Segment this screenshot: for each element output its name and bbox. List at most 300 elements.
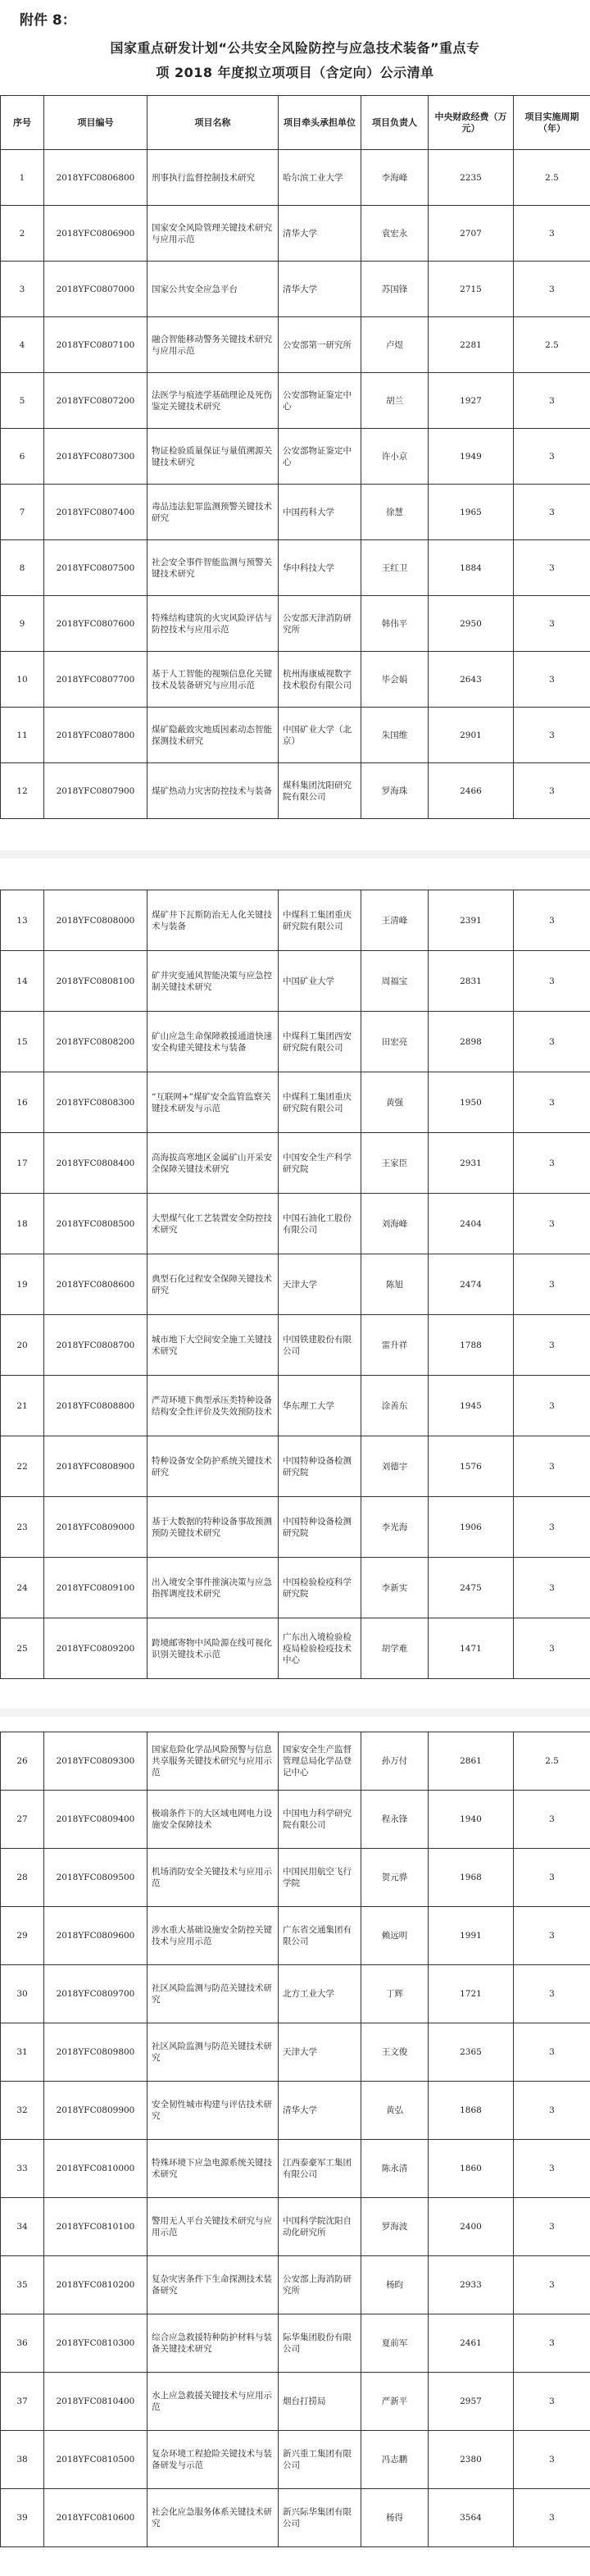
- project-name: 刑事执行监督控制技术研究: [148, 150, 279, 206]
- header-lead: 项目负责人: [361, 96, 429, 150]
- project-id: 2018YFC0810400: [44, 2373, 148, 2431]
- central-funding: 2831: [429, 951, 514, 1012]
- table-row: [1, 373, 590, 429]
- project-leader: 贺元骅: [361, 1849, 429, 1907]
- project-leader: 王家臣: [361, 1133, 429, 1194]
- central-funding: 3564: [429, 2489, 514, 2547]
- lead-organization: 清华大学: [279, 206, 361, 262]
- project-name: 煤矿隐蔽致灾地质因素动态智能探测技术研究: [148, 708, 279, 763]
- project-name: 严苛环境下典型承压类特种设备结构安全性评价及失效预防技术: [148, 1376, 279, 1436]
- project-leader: 孙万付: [361, 1732, 429, 1791]
- project-leader: 毕会娟: [361, 652, 429, 708]
- project-leader: 王红卫: [361, 540, 429, 596]
- project-id: 2018YFC0807000: [44, 262, 148, 317]
- project-id: 2018YFC0809700: [44, 1965, 148, 2023]
- lead-organization: 北方工业大学: [279, 1965, 361, 2023]
- project-leader: 苏国锋: [361, 262, 429, 317]
- implementation-years: 3: [514, 652, 590, 708]
- table-row: [1, 429, 590, 485]
- central-funding: 1906: [429, 1497, 514, 1558]
- project-name: 社区风险监测与防范关键技术研究: [148, 2023, 279, 2082]
- project-id: 2018YFC0808100: [44, 951, 148, 1012]
- project-name: 城市地下大空间安全施工关键技术研究: [148, 1315, 279, 1376]
- project-leader: 韩伟平: [361, 596, 429, 652]
- lead-organization: 新兴重工集团有限公司: [279, 2431, 361, 2489]
- table-row: [1, 1965, 590, 2023]
- document-page-3: [0, 1717, 590, 2576]
- lead-organization: 公安部天津消防研究所: [279, 596, 361, 652]
- header-org: 项目牵头承担单位: [279, 96, 361, 150]
- row-number: 5: [1, 373, 44, 429]
- project-leader: 刘德宇: [361, 1436, 429, 1497]
- project-id: 2018YFC0810600: [44, 2489, 148, 2547]
- row-number: 2: [1, 206, 44, 262]
- project-table-part-2: [0, 890, 590, 1679]
- lead-organization: 广东省交通集团有限公司: [279, 1907, 361, 1965]
- project-table-part-1: [0, 95, 590, 819]
- table-row: [1, 317, 590, 373]
- project-name: 特殊环境下应急电源系统关键技术研究: [148, 2140, 279, 2198]
- project-id: 2018YFC0807400: [44, 485, 148, 540]
- implementation-years: 2.5: [514, 1732, 590, 1791]
- project-id: 2018YFC0807500: [44, 540, 148, 596]
- project-name: 机场消防安全关键技术与应用示范: [148, 1849, 279, 1907]
- row-number: 33: [1, 2140, 44, 2198]
- attachment-label: 附件 8：: [20, 12, 76, 29]
- project-leader: 黄强: [361, 1072, 429, 1133]
- lead-organization: 煤科集团沈阳研究院有限公司: [279, 763, 361, 819]
- project-name: “互联网+”煤矿安全监管监察关键技术研发与示范: [148, 1072, 279, 1133]
- header-years: 项目实施周期（年）: [514, 96, 590, 150]
- lead-organization: 中国石油化工股份有限公司: [279, 1194, 361, 1254]
- lead-organization: 中国矿业大学: [279, 951, 361, 1012]
- project-name: 融合智能移动警务关键技术研究与应用示范: [148, 317, 279, 373]
- table-row: [1, 951, 590, 1012]
- central-funding: 2235: [429, 150, 514, 206]
- project-name: 矿井灾变通风智能决策与应急控制关键技术研究: [148, 951, 279, 1012]
- table-row: [1, 2140, 590, 2198]
- project-name: 物证检验质量保证与量值溯源关键技术研究: [148, 429, 279, 485]
- central-funding: 1721: [429, 1965, 514, 2023]
- table-row: [1, 2373, 590, 2431]
- lead-organization: 天津大学: [279, 1254, 361, 1315]
- project-id: 2018YFC0808400: [44, 1133, 148, 1194]
- lead-organization: 新兴际华集团有限公司: [279, 2489, 361, 2547]
- project-name: 煤矿热动力灾害防控技术与装备: [148, 763, 279, 819]
- project-name: 水上应急救援关键技术与应用示范: [148, 2373, 279, 2431]
- lead-organization: 中国检验检疫科学研究院: [279, 1558, 361, 1618]
- row-number: 14: [1, 951, 44, 1012]
- implementation-years: 3: [514, 1558, 590, 1618]
- project-name: 国家危险化学品风险预警与信息共享服务关键技术研究与应用示范: [148, 1732, 279, 1791]
- lead-organization: 中国特种设备检测研究院: [279, 1497, 361, 1558]
- row-number: 32: [1, 2082, 44, 2140]
- row-number: 25: [1, 1618, 44, 1679]
- central-funding: 2474: [429, 1254, 514, 1315]
- central-funding: 2400: [429, 2198, 514, 2256]
- lead-organization: 中国特种设备检测研究院: [279, 1436, 361, 1497]
- project-id: 2018YFC0808300: [44, 1072, 148, 1133]
- central-funding: 1576: [429, 1436, 514, 1497]
- project-id: 2018YFC0807700: [44, 652, 148, 708]
- lead-organization: 国家安全生产监督管理总局化学品登记中心: [279, 1732, 361, 1791]
- central-funding: 2475: [429, 1558, 514, 1618]
- table-row: [1, 2198, 590, 2256]
- implementation-years: 3: [514, 2082, 590, 2140]
- implementation-years: 3: [514, 1497, 590, 1558]
- central-funding: 2707: [429, 206, 514, 262]
- project-name: 特殊结构建筑的火灾风险评估与防控技术与应用示范: [148, 596, 279, 652]
- table-row: [1, 890, 590, 951]
- project-id: 2018YFC0808800: [44, 1376, 148, 1436]
- implementation-years: 3: [514, 1618, 590, 1679]
- table-row: [1, 1907, 590, 1965]
- implementation-years: 2.5: [514, 150, 590, 206]
- central-funding: 2901: [429, 708, 514, 763]
- project-id: 2018YFC0810000: [44, 2140, 148, 2198]
- implementation-years: 3: [514, 708, 590, 763]
- document-title-line-2: 项 2018 年度拟立项项目（含定向）公示清单: [156, 65, 434, 80]
- table-row: [1, 2431, 590, 2489]
- project-leader: 李新实: [361, 1558, 429, 1618]
- row-number: 34: [1, 2198, 44, 2256]
- row-number: 9: [1, 596, 44, 652]
- row-number: 21: [1, 1376, 44, 1436]
- project-id: 2018YFC0808500: [44, 1194, 148, 1254]
- project-id: 2018YFC0807600: [44, 596, 148, 652]
- project-name: 警用无人平台关键技术研究与应用示范: [148, 2198, 279, 2256]
- implementation-years: 3: [514, 1965, 590, 2023]
- project-leader: 徐慧: [361, 485, 429, 540]
- table-row: [1, 262, 590, 317]
- row-number: 17: [1, 1133, 44, 1194]
- central-funding: 1884: [429, 540, 514, 596]
- project-leader: 王清峰: [361, 890, 429, 951]
- implementation-years: 3: [514, 1436, 590, 1497]
- row-number: 28: [1, 1849, 44, 1907]
- row-number: 13: [1, 890, 44, 951]
- row-number: 22: [1, 1436, 44, 1497]
- implementation-years: 3: [514, 206, 590, 262]
- implementation-years: 3: [514, 2373, 590, 2431]
- implementation-years: 3: [514, 1791, 590, 1849]
- table-body-2: [1, 890, 590, 1679]
- table-row: [1, 485, 590, 540]
- header-name: 项目名称: [148, 96, 279, 150]
- central-funding: 2380: [429, 2431, 514, 2489]
- implementation-years: 3: [514, 2314, 590, 2373]
- project-id: 2018YFC0806800: [44, 150, 148, 206]
- lead-organization: 中煤科工集团重庆研究院有限公司: [279, 890, 361, 951]
- lead-organization: 公安部第一研究所: [279, 317, 361, 373]
- implementation-years: 3: [514, 1849, 590, 1907]
- project-id: 2018YFC0809800: [44, 2023, 148, 2082]
- central-funding: 2404: [429, 1194, 514, 1254]
- row-number: 36: [1, 2314, 44, 2373]
- project-id: 2018YFC0810300: [44, 2314, 148, 2373]
- central-funding: 1968: [429, 1849, 514, 1907]
- implementation-years: 3: [514, 763, 590, 819]
- project-id: 2018YFC0809400: [44, 1791, 148, 1849]
- lead-organization: 中国铁建股份有限公司: [279, 1315, 361, 1376]
- central-funding: 2933: [429, 2256, 514, 2314]
- project-name: 煤矿井下瓦斯防治无人化关键技术与装备: [148, 890, 279, 951]
- project-id: 2018YFC0810500: [44, 2431, 148, 2489]
- central-funding: 2931: [429, 1133, 514, 1194]
- project-leader: 陈旭: [361, 1254, 429, 1315]
- central-funding: 1940: [429, 1791, 514, 1849]
- lead-organization: 中煤科工集团西安研究院有限公司: [279, 1012, 361, 1072]
- central-funding: 2957: [429, 2373, 514, 2431]
- lead-organization: 公安部物证鉴定中心: [279, 373, 361, 429]
- row-number: 27: [1, 1791, 44, 1849]
- row-number: 24: [1, 1558, 44, 1618]
- implementation-years: 3: [514, 890, 590, 951]
- project-name: 基于人工智能的视频信息化关键技术及装备研究与应用示范: [148, 652, 279, 708]
- project-id: 2018YFC0809200: [44, 1618, 148, 1679]
- project-name: 出入境安全事件推演决策与应急指挥调度技术研究: [148, 1558, 279, 1618]
- project-id: 2018YFC0808700: [44, 1315, 148, 1376]
- row-number: 1: [1, 150, 44, 206]
- row-number: 10: [1, 652, 44, 708]
- central-funding: 2950: [429, 596, 514, 652]
- project-id: 2018YFC0807900: [44, 763, 148, 819]
- table-row: [1, 1497, 590, 1558]
- central-funding: 1927: [429, 373, 514, 429]
- project-leader: 罗海珠: [361, 763, 429, 819]
- project-name: 安全韧性城市构建与评估技术研究: [148, 2082, 279, 2140]
- project-id: 2018YFC0808600: [44, 1254, 148, 1315]
- implementation-years: 2.5: [514, 317, 590, 373]
- row-number: 20: [1, 1315, 44, 1376]
- table-row: [1, 2489, 590, 2547]
- project-leader: 杨昀: [361, 2256, 429, 2314]
- table-row: [1, 150, 590, 206]
- central-funding: 1945: [429, 1376, 514, 1436]
- project-name: 复杂环境工程抢险关键技术与装备研发与示范: [148, 2431, 279, 2489]
- lead-organization: 中国科学院沈阳自动化研究所: [279, 2198, 361, 2256]
- central-funding: 2281: [429, 317, 514, 373]
- table-row: [1, 2314, 590, 2373]
- table-row: [1, 1254, 590, 1315]
- lead-organization: 公安部上海消防研究所: [279, 2256, 361, 2314]
- project-id: 2018YFC0807100: [44, 317, 148, 373]
- implementation-years: 3: [514, 596, 590, 652]
- lead-organization: 华东理工大学: [279, 1376, 361, 1436]
- project-leader: 许小京: [361, 429, 429, 485]
- project-name: 法医学与痕迹学基础理论及死伤鉴定关键技术研究: [148, 373, 279, 429]
- project-leader: 涂善东: [361, 1376, 429, 1436]
- project-name: 跨境邮寄物中风险源在线可视化识别关键技术示范: [148, 1618, 279, 1679]
- project-leader: 夏前军: [361, 2314, 429, 2373]
- row-number: 35: [1, 2256, 44, 2314]
- project-id: 2018YFC0806900: [44, 206, 148, 262]
- central-funding: 1991: [429, 1907, 514, 1965]
- document-title-line-1: 国家重点研发计划“公共安全风险防控与应急技术装备”重点专: [110, 40, 480, 56]
- row-number: 8: [1, 540, 44, 596]
- project-id: 2018YFC0809600: [44, 1907, 148, 1965]
- table-row: [1, 708, 590, 763]
- lead-organization: 天津大学: [279, 2023, 361, 2082]
- implementation-years: 3: [514, 1315, 590, 1376]
- central-funding: 1860: [429, 2140, 514, 2198]
- central-funding: 2861: [429, 1732, 514, 1791]
- implementation-years: 3: [514, 2256, 590, 2314]
- table-body-3: [1, 1732, 590, 2547]
- row-number: 4: [1, 317, 44, 373]
- row-number: 6: [1, 429, 44, 485]
- lead-organization: 广东出入境检验检疫局检验检疫技术中心: [279, 1618, 361, 1679]
- implementation-years: 3: [514, 1907, 590, 1965]
- row-number: 11: [1, 708, 44, 763]
- project-name: 社区风险监测与防范关键技术研究: [148, 1965, 279, 2023]
- table-body-1: [1, 150, 590, 819]
- header-id: 项目编号: [44, 96, 148, 150]
- document-page-1: [0, 0, 590, 850]
- project-name: 综合应急救援特种防护材料与装备关键技术研究: [148, 2314, 279, 2373]
- implementation-years: 3: [514, 2489, 590, 2547]
- lead-organization: 中国电力科学研究院有限公司: [279, 1791, 361, 1849]
- project-id: 2018YFC0810200: [44, 2256, 148, 2314]
- table-row: [1, 763, 590, 819]
- implementation-years: 3: [514, 429, 590, 485]
- lead-organization: 中国民用航空飞行学院: [279, 1849, 361, 1907]
- project-name: 高海拔高寒地区金属矿山开采安全保障关键技术研究: [148, 1133, 279, 1194]
- implementation-years: 3: [514, 1012, 590, 1072]
- lead-organization: 哈尔滨工业大学: [279, 150, 361, 206]
- project-id: 2018YFC0810100: [44, 2198, 148, 2256]
- table-row: [1, 2256, 590, 2314]
- central-funding: 2643: [429, 652, 514, 708]
- lead-organization: 公安部物证鉴定中心: [279, 429, 361, 485]
- project-id: 2018YFC0808000: [44, 890, 148, 951]
- project-leader: 李海峰: [361, 150, 429, 206]
- implementation-years: 3: [514, 1376, 590, 1436]
- project-name: 大型煤气化工艺装置安全防控技术研究: [148, 1194, 279, 1254]
- row-number: 38: [1, 2431, 44, 2489]
- project-leader: 王文俊: [361, 2023, 429, 2082]
- project-leader: 杨得: [361, 2489, 429, 2547]
- lead-organization: 中国药科大学: [279, 485, 361, 540]
- implementation-years: 3: [514, 1194, 590, 1254]
- central-funding: 1965: [429, 485, 514, 540]
- implementation-years: 3: [514, 1254, 590, 1315]
- table-row: [1, 652, 590, 708]
- project-name: 社会化应急服务体系关键技术研究: [148, 2489, 279, 2547]
- implementation-years: 3: [514, 1133, 590, 1194]
- table-row: [1, 1849, 590, 1907]
- project-id: 2018YFC0809900: [44, 2082, 148, 2140]
- header-fund: 中央财政经费（万元）: [429, 96, 514, 150]
- project-id: 2018YFC0808200: [44, 1012, 148, 1072]
- project-table-part-3: [0, 1732, 590, 2547]
- project-name: 基于大数据的特种设备事故预测预防关键技术研究: [148, 1497, 279, 1558]
- row-number: 39: [1, 2489, 44, 2547]
- lead-organization: 江西泰豪军工集团有限公司: [279, 2140, 361, 2198]
- central-funding: 1950: [429, 1072, 514, 1133]
- project-id: 2018YFC0809500: [44, 1849, 148, 1907]
- table-row: [1, 1558, 590, 1618]
- implementation-years: 3: [514, 485, 590, 540]
- row-number: 26: [1, 1732, 44, 1791]
- project-leader: 严新平: [361, 2373, 429, 2431]
- project-name: 矿山应急生命保障救援通道快速安全构建关键技术与装备: [148, 1012, 279, 1072]
- project-leader: 丁辉: [361, 1965, 429, 2023]
- implementation-years: 3: [514, 2140, 590, 2198]
- table-row: [1, 1376, 590, 1436]
- project-leader: 黄弘: [361, 2082, 429, 2140]
- implementation-years: 3: [514, 1072, 590, 1133]
- lead-organization: 华中科技大学: [279, 540, 361, 596]
- project-id: 2018YFC0809100: [44, 1558, 148, 1618]
- project-leader: 赖远明: [361, 1907, 429, 1965]
- project-leader: 朱国维: [361, 708, 429, 763]
- row-number: 19: [1, 1254, 44, 1315]
- project-name: 涉水重大基础设施安全防控关键技术与应用示范: [148, 1907, 279, 1965]
- lead-organization: 清华大学: [279, 2082, 361, 2140]
- row-number: 12: [1, 763, 44, 819]
- table-header-row: [1, 96, 590, 150]
- lead-organization: 际华集团股份有限公司: [279, 2314, 361, 2373]
- project-leader: 程永锋: [361, 1791, 429, 1849]
- central-funding: 2466: [429, 763, 514, 819]
- table-row: [1, 1791, 590, 1849]
- central-funding: 1471: [429, 1618, 514, 1679]
- implementation-years: 3: [514, 2023, 590, 2082]
- table-row: [1, 1194, 590, 1254]
- table-row: [1, 1315, 590, 1376]
- project-leader: 冯志鹏: [361, 2431, 429, 2489]
- central-funding: 2391: [429, 890, 514, 951]
- row-number: 37: [1, 2373, 44, 2431]
- row-number: 30: [1, 1965, 44, 2023]
- lead-organization: 中煤科工集团重庆研究院有限公司: [279, 1072, 361, 1133]
- project-id: 2018YFC0807300: [44, 429, 148, 485]
- implementation-years: 3: [514, 951, 590, 1012]
- central-funding: 2461: [429, 2314, 514, 2373]
- central-funding: 1788: [429, 1315, 514, 1376]
- project-name: 特种设备安全防护系统关键技术研究: [148, 1436, 279, 1497]
- table-row: [1, 1012, 590, 1072]
- row-number: 23: [1, 1497, 44, 1558]
- row-number: 15: [1, 1012, 44, 1072]
- implementation-years: 3: [514, 540, 590, 596]
- project-name: 社会安全事件智能监测与预警关键技术研究: [148, 540, 279, 596]
- row-number: 18: [1, 1194, 44, 1254]
- project-leader: 陈永清: [361, 2140, 429, 2198]
- project-id: 2018YFC0807800: [44, 708, 148, 763]
- central-funding: 2715: [429, 262, 514, 317]
- project-leader: 卢煜: [361, 317, 429, 373]
- row-number: 3: [1, 262, 44, 317]
- table-row: [1, 596, 590, 652]
- project-leader: 雷升祥: [361, 1315, 429, 1376]
- project-leader: 田宏亮: [361, 1012, 429, 1072]
- project-id: 2018YFC0809000: [44, 1497, 148, 1558]
- project-leader: 袁宏永: [361, 206, 429, 262]
- implementation-years: 3: [514, 2431, 590, 2489]
- lead-organization: 中国安全生产科学研究院: [279, 1133, 361, 1194]
- table-row: [1, 1072, 590, 1133]
- table-row: [1, 1618, 590, 1679]
- row-number: 31: [1, 2023, 44, 2082]
- implementation-years: 3: [514, 262, 590, 317]
- table-row: [1, 2023, 590, 2082]
- central-funding: 1868: [429, 2082, 514, 2140]
- project-id: 2018YFC0807200: [44, 373, 148, 429]
- project-name: 毒品违法犯罪监测预警关键技术研究: [148, 485, 279, 540]
- project-leader: 胡学难: [361, 1618, 429, 1679]
